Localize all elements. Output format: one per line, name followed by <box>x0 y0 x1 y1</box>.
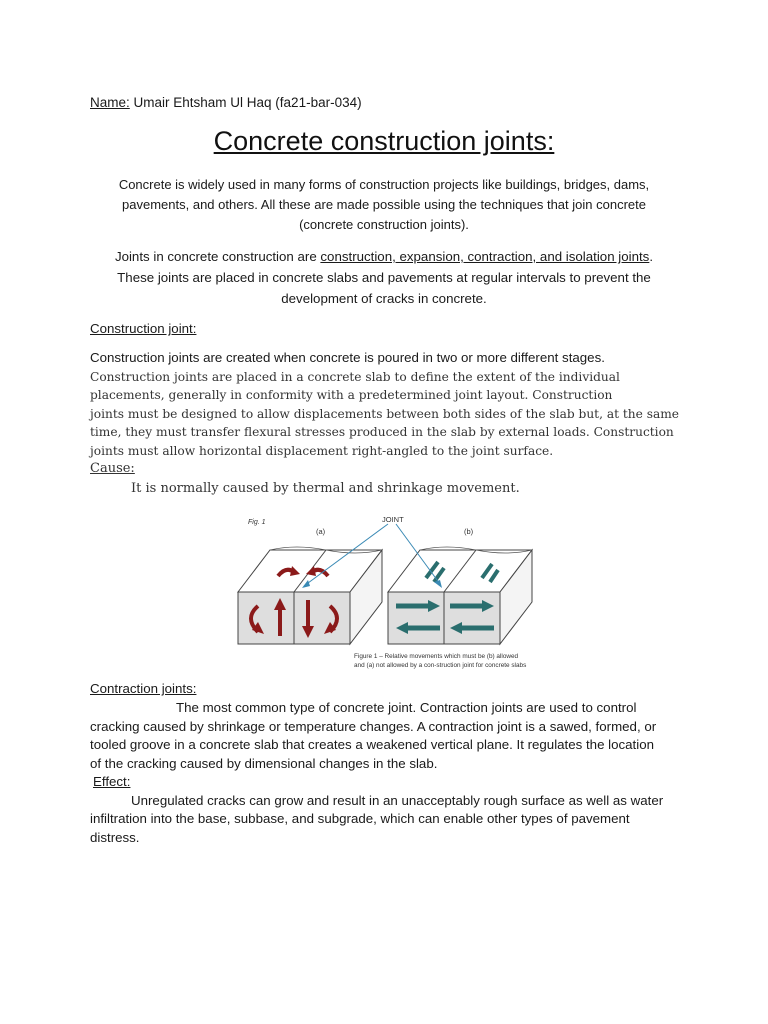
construction-joint-figure <box>236 512 536 672</box>
contraction-line-1: The most common type of concrete joint. Contraction joints are used to control <box>176 700 637 715</box>
construction-line-5: time, they must transfer flexural stresses produced in the slab by external loads. Construction <box>90 425 674 439</box>
effect-line-2: infiltration into the base, subbase, and subgrade, which can enable other types of pavement <box>90 811 630 826</box>
contraction-line-3: tooled groove in a concrete slab that creates a weakened vertical plane. It regulates the location <box>90 737 654 752</box>
cause-heading: Cause: <box>90 461 135 476</box>
intro-line-3: (concrete construction joints). <box>299 217 469 232</box>
joints-line-2: These joints are placed in concrete slabs and pavements at regular intervals to prevent the <box>117 270 651 285</box>
construction-line-2: Construction joints are placed in a concrete slab to define the extent of the individual <box>90 369 620 384</box>
construction-line-6: joints must allow horizontal displacement right-angled to the joint surface. <box>90 443 554 458</box>
slab-block-a <box>238 547 382 644</box>
construction-joint-heading: Construction joint: <box>90 321 197 336</box>
construction-line-3: placements, generally in conformity with a predetermined joint layout. Construction <box>90 388 613 402</box>
joints-paragraph <box>95 246 673 309</box>
label-b: (b) <box>464 527 474 536</box>
joint-types-link[interactable]: construction, expansion, contraction, and isolation joints <box>320 249 650 264</box>
figure-caption-line-1: Figure 1 – Relative movements which must be (b) allowed <box>354 653 519 660</box>
contraction-joints-paragraph <box>90 699 680 847</box>
figure-caption-line-2: and (a) not allowed by a con-struction joint for concrete slabs <box>354 662 527 669</box>
construction-joint-paragraph <box>90 349 680 498</box>
cause-text: It is normally caused by thermal and shrinkage movement. <box>131 480 520 496</box>
construction-line-1: Construction joints are created when concrete is poured in two or more different stages. <box>90 350 605 365</box>
slab-block-b <box>388 547 532 644</box>
intro-line-1: Concrete is widely used in many forms of construction projects like buildings, bridges, dams, <box>118 177 650 192</box>
joint-label: JOINT <box>382 515 404 524</box>
contraction-line-4: of the cracking caused by dimensional changes in the slab. <box>90 755 438 771</box>
construction-line-4: joints must be designed to allow displacements between both sides of the slab but, at the same <box>90 406 679 421</box>
effect-line-3: distress. <box>90 829 140 845</box>
document-title: Concrete construction joints: <box>213 126 555 156</box>
fig-label: Fig. 1 <box>248 519 266 526</box>
intro-paragraph <box>95 175 673 235</box>
name-label: Name: <box>90 95 130 110</box>
joints-line-1: Joints in concrete construction are construction, expansion, contraction, and isolation joints. <box>114 249 654 264</box>
name-value: Umair Ehtsham Ul Haq (fa21-bar-034) <box>129 95 362 110</box>
joints-line-3: development of cracks in concrete. <box>281 291 487 306</box>
contraction-joints-heading: Contraction joints: <box>90 681 197 696</box>
intro-line-2: pavements, and others. All these are made possible using the techniques that join concrete <box>122 197 646 212</box>
effect-line-1: Unregulated cracks can grow and result in an unacceptably rough surface as well as water <box>131 792 664 808</box>
effect-heading: Effect: <box>93 774 131 789</box>
label-a: (a) <box>316 527 326 536</box>
student-name-line <box>90 95 362 110</box>
contraction-line-2: cracking caused by shrinkage or temperature changes. A contraction joint is a sawed, formed, or <box>90 718 657 734</box>
